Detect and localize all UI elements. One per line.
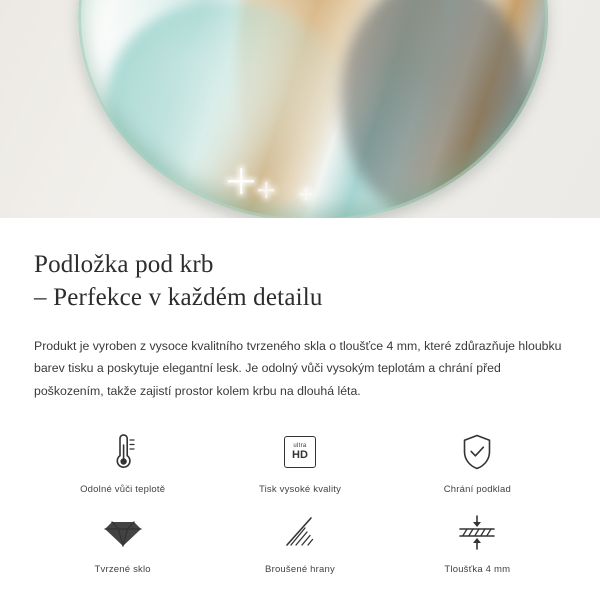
thermometer-icon [103,429,143,475]
feature-item [389,509,566,575]
feature-item [211,429,388,495]
ultra-hd-bottom-label: HD [292,448,308,461]
thickness-arrows-icon [454,509,500,555]
content-area [0,248,600,575]
feature-item [389,429,566,495]
feature-label: Tvrzené sklo [94,563,151,575]
feature-label: Chrání podklad [443,483,511,495]
feature-grid [34,429,566,575]
headline-line-2: – Perfekce v každém detailu [34,284,323,312]
feature-label: Odolné vůči teplotě [80,483,166,495]
feature-item [34,429,211,495]
feature-label: Broušené hrany [265,563,335,575]
hero-image [0,0,600,218]
feature-label: Tisk vysoké kvality [258,483,342,495]
shield-check-icon [459,429,495,475]
glass-plate-image [78,0,548,218]
polished-edges-icon [278,509,322,555]
feature-label: Tloušťka 4 mm [444,563,511,575]
feature-item [34,509,211,575]
ultra-hd-top-label: ultra [293,442,307,449]
description-paragraph: Produkt je vyroben z vysoce kvalitního tvrzeného skla o tloušťce 4 mm, které zdůrazňuje hloubku barev tisku a poskytuje elegantní lesk. Je odolný vůči vysokým teplotám a chrání před poškozením, takže zajistí prostor kolem krbu na dlouhá léta. [34,338,562,398]
feature-item [211,509,388,575]
page-title [34,248,566,315]
diamond-icon [101,509,145,555]
headline-line-1: Podložka pod krb [34,251,214,278]
ultra-hd-icon [284,429,316,475]
